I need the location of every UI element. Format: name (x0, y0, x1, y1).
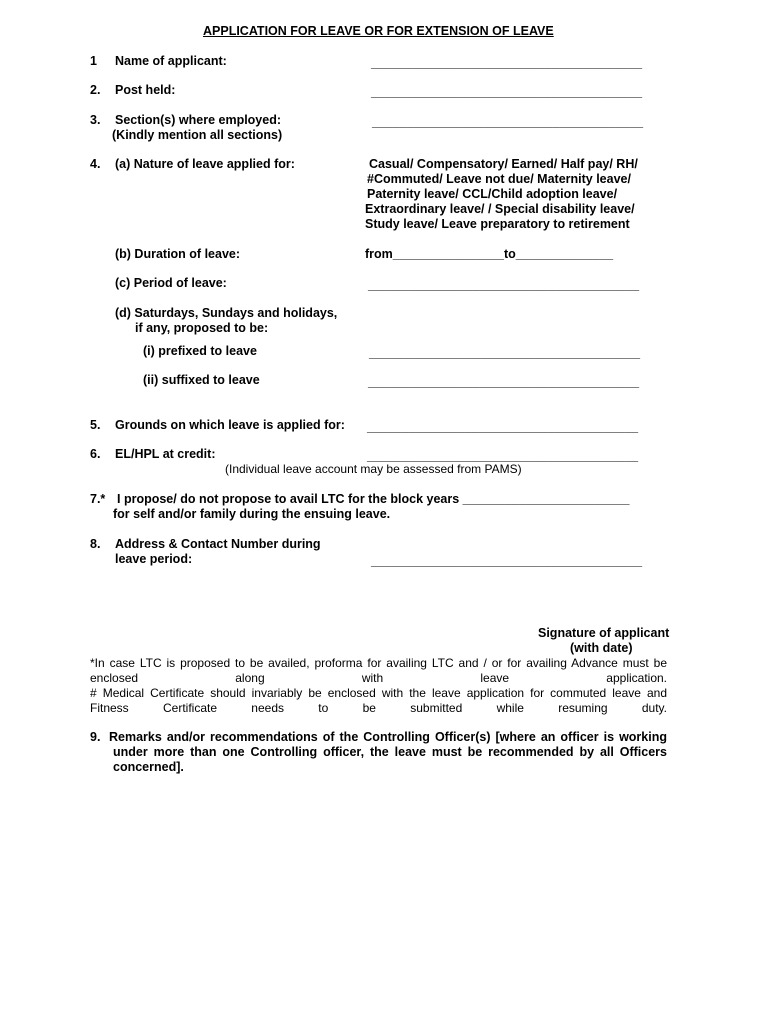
sections-employed-label: Section(s) where employed: (115, 113, 282, 127)
item-7-number: 7.* (90, 492, 106, 506)
item-4-number: 4. (90, 157, 101, 171)
remarks-text: Remarks and/or recommendations of the Controlling Officer(s) [where an officer is working (109, 730, 667, 744)
page-title: APPLICATION FOR LEAVE OR FOR EXTENSION OF LEAVE (203, 24, 554, 38)
ltc-proposal-text-continued: for self and/or family during the ensuing leave. (113, 507, 391, 521)
item-3-number: 3. (90, 113, 101, 127)
item-5-number: 5. (90, 418, 101, 432)
signature-date-label: (with date) (570, 641, 633, 655)
leave-option-line[interactable]: Extraordinary leave/ / Special disability leave/ (365, 202, 635, 216)
leave-option-line[interactable]: Casual/ Compensatory/ Earned/ Half pay/ RH/ (369, 157, 638, 171)
leave-option-line[interactable]: #Commuted/ Leave not due/ Maternity leave/ (367, 172, 631, 186)
name-of-applicant-label: Name of applicant: (115, 54, 227, 68)
grounds-label: Grounds on which leave is applied for: (115, 418, 345, 432)
pams-note: (Individual leave account may be assessed from PAMS) (225, 462, 522, 476)
ltc-proposal-text[interactable]: I propose/ do not propose to avail LTC for the block years ________________________ (117, 492, 630, 506)
post-held-label: Post held: (115, 83, 176, 97)
el-hpl-field[interactable]: _______________________________________ (367, 449, 639, 463)
duration-of-leave-field[interactable]: from________________to______________ (365, 247, 614, 261)
item-2-number: 2. (90, 83, 101, 97)
el-hpl-label: EL/HPL at credit: (115, 447, 216, 461)
post-held-field[interactable]: _______________________________________ (371, 85, 643, 99)
duration-of-leave-label: (b) Duration of leave: (115, 247, 241, 261)
medical-footnote: # Medical Certificate should invariably be enclosed with the leave application for commuted leave and Fitness Certificate needs to be submitted while resuming duty. (90, 686, 667, 715)
leave-option-line[interactable]: Paternity leave/ CCL/Child adoption leave/ (367, 187, 618, 201)
ltc-footnote: *In case LTC is proposed to be availed, proforma for availing LTC and / or for availing Advance must be enclosed along with leave application. (90, 656, 667, 685)
item-1-number: 1 (90, 54, 97, 68)
holidays-label: (d) Saturdays, Sundays and holidays, (115, 306, 338, 320)
item-8-number: 8. (90, 537, 101, 551)
prefixed-label: (i) prefixed to leave (143, 344, 257, 358)
sections-employed-field[interactable]: _______________________________________ (372, 115, 644, 129)
signature-label: Signature of applicant (538, 626, 670, 640)
holidays-label-continued: if any, proposed to be: (135, 321, 269, 335)
remarks-text-end: concerned]. (113, 760, 184, 774)
leave-option-line[interactable]: Study leave/ Leave preparatory to retirement (365, 217, 630, 231)
name-of-applicant-field[interactable]: _______________________________________ (371, 56, 643, 70)
address-label: Address & Contact Number during (115, 537, 321, 551)
period-of-leave-field[interactable]: _______________________________________ (368, 278, 640, 292)
address-label-continued: leave period: (115, 552, 193, 566)
item-6-number: 6. (90, 447, 101, 461)
grounds-field[interactable]: _______________________________________ (367, 420, 639, 434)
prefixed-field[interactable]: _______________________________________ (369, 346, 641, 360)
nature-of-leave-label: (a) Nature of leave applied for: (115, 157, 295, 171)
remarks-text-continued: under more than one Controlling officer, the leave must be recommended by all Officers (113, 745, 667, 759)
suffixed-field[interactable]: _______________________________________ (368, 375, 640, 389)
period-of-leave-label: (c) Period of leave: (115, 276, 227, 290)
sections-employed-hint: (Kindly mention all sections) (112, 128, 283, 142)
suffixed-label: (ii) suffixed to leave (143, 373, 260, 387)
address-field[interactable]: _______________________________________ (371, 554, 643, 568)
item-9-number: 9. (90, 730, 101, 744)
